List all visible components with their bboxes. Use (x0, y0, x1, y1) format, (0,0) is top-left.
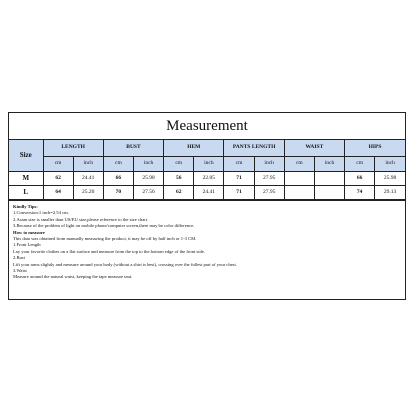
col-header-pants-length: PANTS LENGTH (224, 140, 284, 157)
cell-bust-inch: 27.56 (133, 186, 163, 200)
unit-inch: inch (375, 157, 405, 172)
unit-cm: cm (345, 157, 375, 172)
tip-line: 2.Asian size is smaller than US/EU size,please reference to the size chart. (13, 216, 149, 222)
tips-title: Kindly Tips: (13, 204, 38, 209)
measure-line: 3.Waist (13, 268, 27, 274)
col-header-hem: HEM (164, 140, 224, 157)
cell-waist-inch (314, 186, 344, 200)
cell-hem-inch: 22.05 (194, 172, 224, 186)
cell-hips-cm: 74 (345, 186, 375, 200)
unit-inch: inch (73, 157, 103, 172)
unit-inch: inch (133, 157, 163, 172)
unit-cm: cm (284, 157, 314, 172)
unit-inch: inch (254, 157, 284, 172)
col-header-hips: HIPS (345, 140, 405, 157)
notes-section (9, 200, 405, 281)
unit-cm: cm (103, 157, 133, 172)
tip-line: 3.Because of the problem of light on mobile phone/computer screen,there may be color difference. (13, 223, 195, 229)
measure-line: Lay your favorite clothes on a flat surface and measure from the top to the bottom edge of the front side. (13, 248, 205, 254)
unit-inch: inch (314, 157, 344, 172)
cell-bust-inch: 25.98 (133, 172, 163, 186)
cell-pants-length-inch: 27.95 (254, 186, 284, 200)
measure-line: Lift your arms slightly and measure around your body (without a shirt is best), crossing over the fullest part of your chest. (13, 261, 237, 267)
tip-line: 1.Conversion:1 inch=2.54 cm. (13, 210, 69, 216)
col-header-waist: WAIST (284, 140, 344, 157)
col-header-length: LENGTH (43, 140, 103, 157)
cell-length-cm: 64 (43, 186, 73, 200)
size-label: L (9, 186, 43, 200)
unit-cm: cm (43, 157, 73, 172)
unit-cm: cm (164, 157, 194, 172)
cell-hem-inch: 24.41 (194, 186, 224, 200)
chart-title: Measurement (9, 113, 405, 140)
table-row (9, 172, 405, 186)
cell-bust-cm: 70 (103, 186, 133, 200)
cell-length-inch: 24.41 (73, 172, 103, 186)
col-header-bust: BUST (103, 140, 163, 157)
unit-inch: inch (194, 157, 224, 172)
cell-pants-length-inch: 27.95 (254, 172, 284, 186)
measure-title: How to measure (13, 229, 45, 235)
cell-pants-length-cm: 71 (224, 172, 254, 186)
measure-line: 2.Bust (13, 255, 25, 261)
unit-row (9, 157, 405, 172)
measure-line: 1.Front Length (13, 242, 41, 248)
cell-hips-cm: 66 (345, 172, 375, 186)
measurement-table (9, 140, 405, 200)
measure-line: Measure around the natural waist, keeping the tape measure taut. (13, 274, 133, 280)
table-row (9, 186, 405, 200)
cell-length-inch: 25.20 (73, 186, 103, 200)
cell-pants-length-cm: 71 (224, 186, 254, 200)
cell-hem-cm: 62 (164, 186, 194, 200)
header-row (9, 140, 405, 157)
cell-hips-inch: 25.98 (375, 172, 405, 186)
cell-bust-cm: 66 (103, 172, 133, 186)
cell-hem-cm: 56 (164, 172, 194, 186)
cell-waist-cm (284, 172, 314, 186)
cell-waist-cm (284, 186, 314, 200)
size-header: Size (9, 140, 43, 172)
cell-hips-inch: 29.13 (375, 186, 405, 200)
cell-length-cm: 62 (43, 172, 73, 186)
size-chart (8, 112, 406, 300)
measure-line: This data was obtained from manually measuring the product, it may be off by half inch or 1-3 CM. (13, 236, 197, 242)
size-label: M (9, 172, 43, 186)
cell-waist-inch (314, 172, 344, 186)
unit-cm: cm (224, 157, 254, 172)
